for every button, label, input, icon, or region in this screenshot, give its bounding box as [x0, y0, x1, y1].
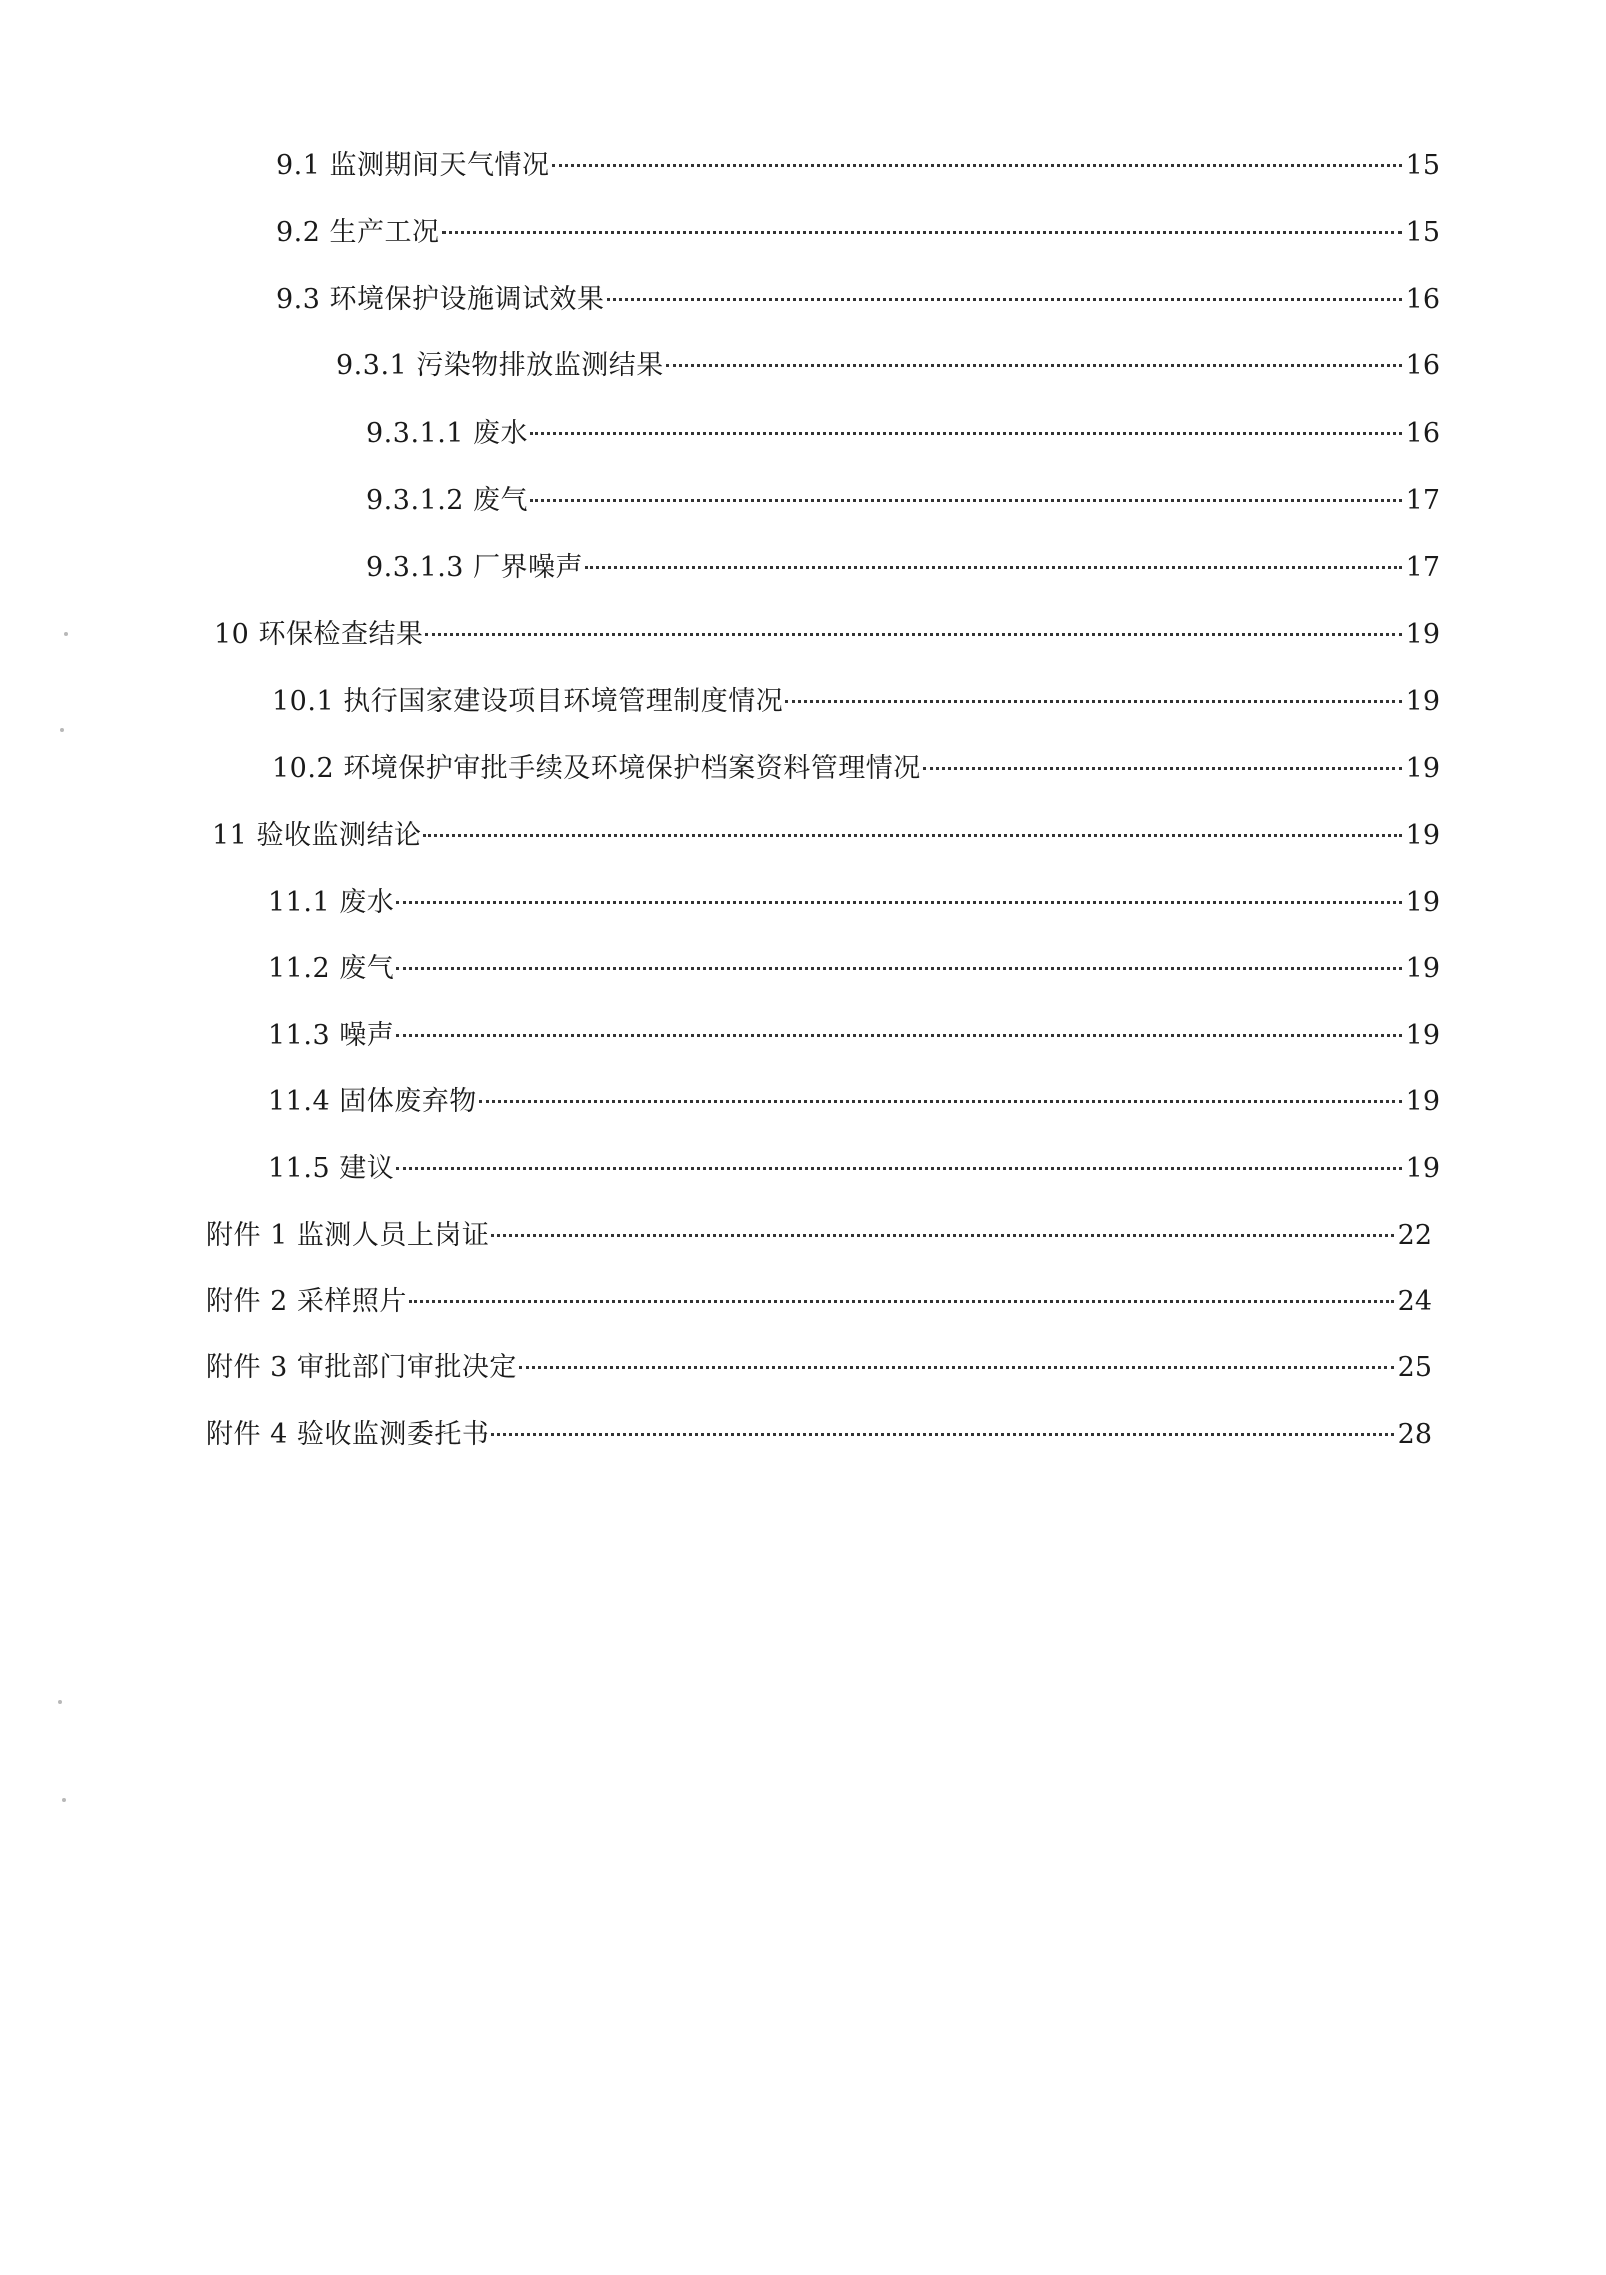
toc-entry-label: 9.3.1.3 厂界噪声	[366, 552, 584, 583]
scan-artifact	[64, 632, 68, 636]
toc-dot-leader	[396, 967, 1401, 970]
toc-entry-page: 19	[1405, 619, 1440, 650]
toc-entry-label: 11.4 固体废弃物	[268, 1086, 477, 1117]
scan-artifact	[60, 728, 64, 732]
scan-artifact	[58, 1700, 62, 1704]
toc-entry-page: 16	[1405, 418, 1440, 449]
toc-entry-label: 附件 1 监测人员上岗证	[206, 1220, 490, 1251]
toc-entry[interactable]	[336, 346, 1440, 386]
toc-entry-label: 10.1 执行国家建设项目环境管理制度情况	[272, 686, 784, 717]
toc-entry-label: 附件 2 采样照片	[206, 1286, 407, 1317]
toc-entry-label: 附件 3 审批部门审批决定	[206, 1352, 517, 1383]
toc-entry-page: 15	[1405, 150, 1440, 181]
toc-dot-leader	[530, 432, 1402, 435]
toc-dot-leader	[519, 1366, 1394, 1369]
toc-entry-label: 10 环保检查结果	[214, 619, 424, 650]
toc-entry[interactable]	[272, 682, 1440, 722]
toc-entry[interactable]	[276, 146, 1440, 186]
toc-entry-label: 9.3.1.1 废水	[366, 418, 529, 449]
toc-entry[interactable]	[212, 816, 1440, 856]
toc-entry[interactable]	[206, 1348, 1432, 1388]
toc-entry-page: 19	[1405, 1086, 1440, 1117]
toc-entry-page: 19	[1405, 686, 1440, 717]
toc-entry[interactable]	[268, 1149, 1440, 1189]
toc-entry[interactable]	[268, 883, 1440, 923]
toc-dot-leader	[530, 499, 1402, 502]
toc-entry[interactable]	[206, 1216, 1432, 1256]
toc-entry[interactable]	[276, 280, 1440, 320]
toc-entry[interactable]	[268, 1082, 1440, 1122]
toc-entry-page: 19	[1405, 820, 1440, 851]
toc-entry-label: 9.3 环境保护设施调试效果	[276, 284, 605, 315]
toc-entry-page: 17	[1405, 485, 1440, 516]
toc-dot-leader	[396, 1167, 1401, 1170]
toc-entry[interactable]	[366, 414, 1440, 454]
toc-entry-page: 22	[1397, 1220, 1432, 1251]
toc-entry-label: 11.3 噪声	[268, 1020, 395, 1051]
toc-entry-label: 11.2 废气	[268, 953, 395, 984]
scan-artifact	[62, 1798, 66, 1802]
toc-dot-leader	[923, 767, 1402, 770]
toc-dot-leader	[491, 1433, 1393, 1436]
toc-dot-leader	[396, 1034, 1401, 1037]
toc-entry-label: 10.2 环境保护审批手续及环境保护档案资料管理情况	[272, 753, 921, 784]
toc-dot-leader	[442, 231, 1402, 234]
toc-dot-leader	[607, 298, 1402, 301]
toc-entry-page: 15	[1405, 217, 1440, 248]
toc-dot-leader	[425, 633, 1401, 636]
toc-dot-leader	[479, 1100, 1402, 1103]
toc-dot-leader	[396, 901, 1401, 904]
toc-entry-page: 19	[1405, 753, 1440, 784]
toc-dot-leader	[785, 700, 1401, 703]
toc-entry[interactable]	[366, 481, 1440, 521]
toc-entry[interactable]	[268, 1016, 1440, 1056]
toc-entry-page: 17	[1405, 552, 1440, 583]
toc-entry-page: 19	[1405, 1020, 1440, 1051]
toc-entry[interactable]	[276, 213, 1440, 253]
toc-dot-leader	[585, 566, 1402, 569]
toc-entry-page: 16	[1405, 350, 1440, 381]
toc-entry-label: 11 验收监测结论	[212, 820, 422, 851]
toc-dot-leader	[491, 1234, 1393, 1237]
toc-entry-page: 28	[1397, 1419, 1432, 1450]
toc-entry-label: 9.1 监测期间天气情况	[276, 150, 550, 181]
toc-entry-page: 19	[1405, 953, 1440, 984]
toc-entry-page: 16	[1405, 284, 1440, 315]
toc-dot-leader	[409, 1300, 1394, 1303]
toc-entry-page: 19	[1405, 887, 1440, 918]
toc-dot-leader	[666, 364, 1402, 367]
toc-entry[interactable]	[206, 1282, 1432, 1322]
toc-entry-label: 9.3.1 污染物排放监测结果	[336, 350, 664, 381]
toc-entry-label: 附件 4 验收监测委托书	[206, 1419, 490, 1450]
toc-dot-leader	[423, 834, 1401, 837]
toc-entry[interactable]	[268, 949, 1440, 989]
toc-entry-label: 9.3.1.2 废气	[366, 485, 529, 516]
toc-dot-leader	[552, 164, 1402, 167]
toc-entry[interactable]	[206, 1415, 1432, 1455]
toc-entry[interactable]	[272, 749, 1440, 789]
toc-entry-page: 25	[1397, 1352, 1432, 1383]
toc-entry-label: 9.2 生产工况	[276, 217, 440, 248]
toc-entry[interactable]	[214, 615, 1440, 655]
toc-entry[interactable]	[366, 548, 1440, 588]
toc-entry-label: 11.5 建议	[268, 1153, 395, 1184]
toc-entry-page: 24	[1397, 1286, 1432, 1317]
toc-entry-label: 11.1 废水	[268, 887, 395, 918]
toc-entry-page: 19	[1405, 1153, 1440, 1184]
